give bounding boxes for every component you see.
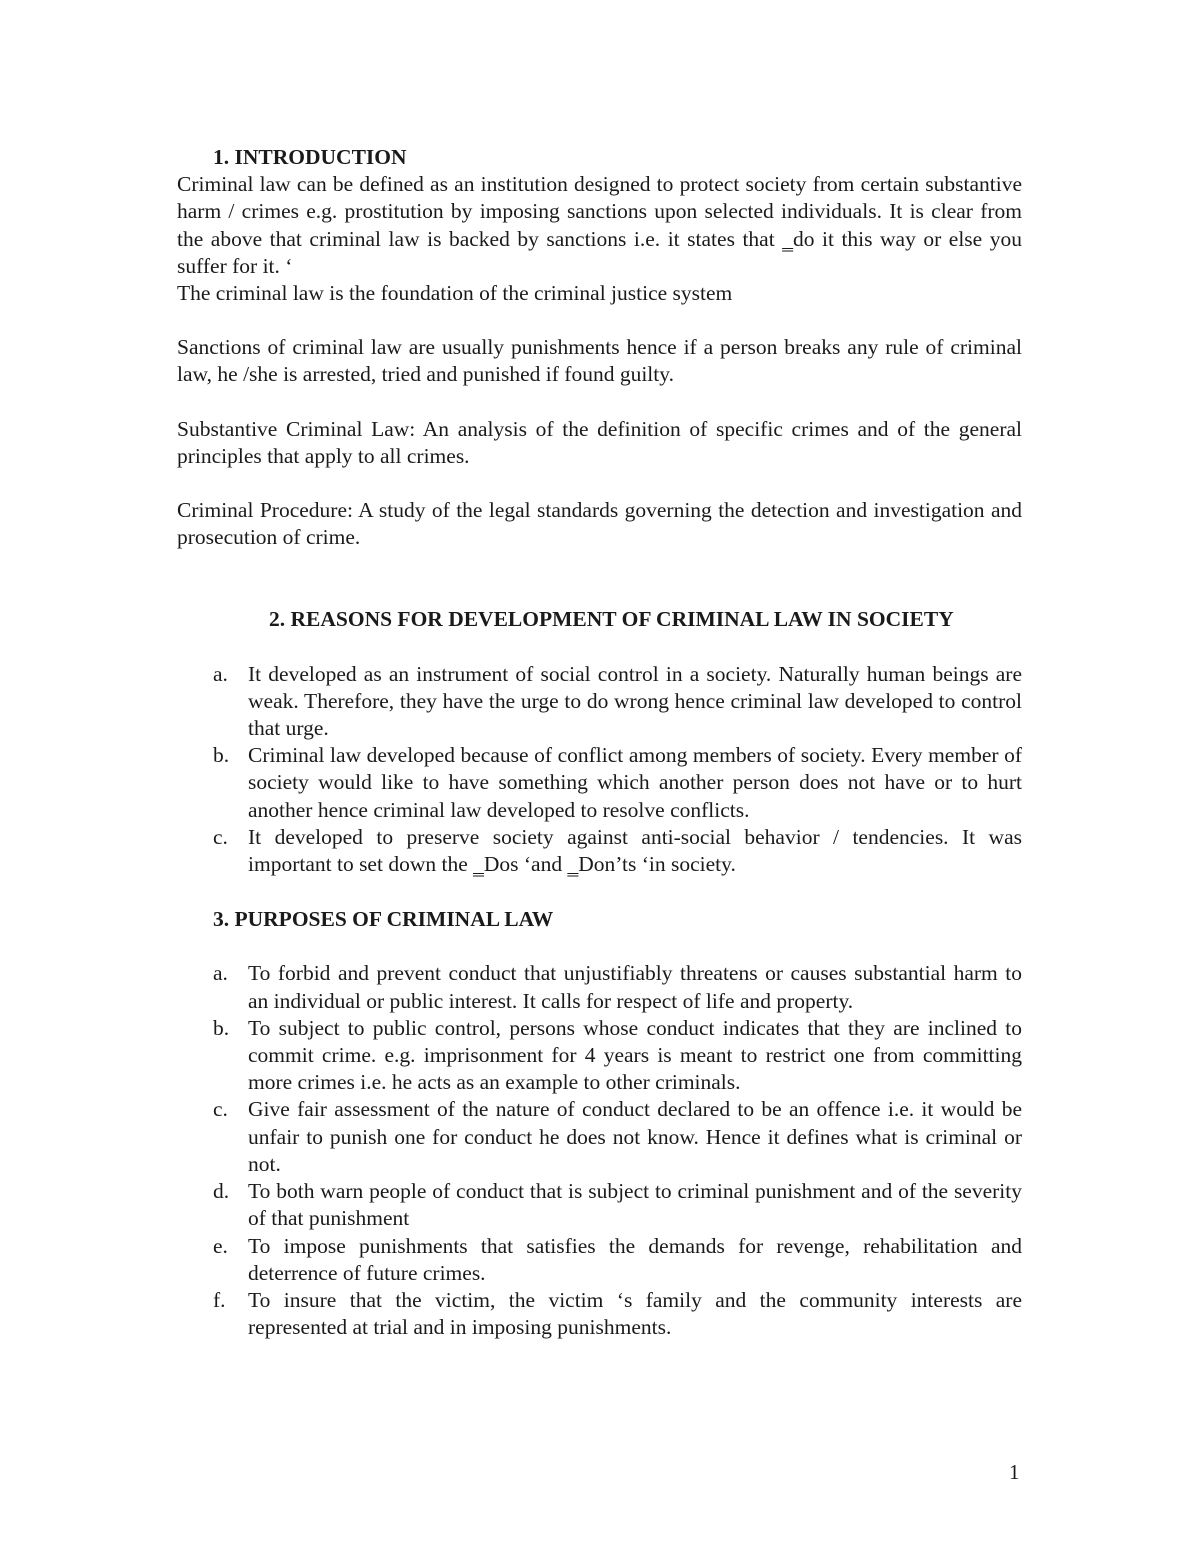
list-item bbox=[177, 1287, 1022, 1341]
page-number: 1 bbox=[1009, 1460, 1020, 1484]
list-item-text: To impose punishments that satisfies the demands for revenge, rehabilitation and deterrence of future crimes. bbox=[248, 1233, 1022, 1285]
intro-paragraph-procedure: Criminal Procedure: A study of the legal standards governing the detection and investigation and prosecution of crime. bbox=[177, 498, 1022, 550]
list-marker: c. bbox=[213, 1097, 228, 1122]
list-item-text: It developed as an instrument of social control in a society. Naturally human beings are weak. Therefore, they have the urge to do wrong hence criminal law developed to control that urge. bbox=[248, 661, 1022, 741]
section-2-heading: 2. REASONS FOR DEVELOPMENT OF CRIMINAL LAW IN SOCIETY bbox=[269, 607, 954, 632]
list-item bbox=[177, 1015, 1022, 1097]
list-marker: f. bbox=[213, 1287, 226, 1312]
list-marker: c. bbox=[213, 824, 228, 849]
list-item-text: Give fair assessment of the nature of conduct declared to be an offence i.e. it would be unfair to punish one for conduct he does not know. Hence it defines what is criminal or not. bbox=[248, 1097, 1022, 1176]
list-item bbox=[177, 1178, 1022, 1232]
list-item-text: To forbid and prevent conduct that unjustifiably threatens or causes substantial harm to an individual or public interest. It calls for respect of life and property. bbox=[248, 961, 1022, 1013]
list-item bbox=[177, 1096, 1022, 1178]
intro-paragraph-sanctions: Sanctions of criminal law are usually punishments hence if a person breaks any rule of criminal law, he /she is arrested, tried and punished if found guilty. bbox=[177, 335, 1022, 387]
list-item-text: It developed to preserve society against anti-social behavior / tendencies. It was important to set down the ‗Dos ‘and ‗Don’ts ‘in society. bbox=[248, 824, 1022, 877]
list-marker: d. bbox=[213, 1179, 230, 1204]
list-item-text: To subject to public control, persons whose conduct indicates that they are inclined to commit crime. e.g. imprisonment for 4 years is meant to restrict one from committing more crimes i.e. he acts as an example to other criminals. bbox=[248, 1015, 1022, 1095]
list-item bbox=[177, 960, 1022, 1014]
list-item bbox=[177, 1233, 1022, 1287]
list-item-text: To insure that the victim, the victim ‘s family and the community interests are represented at trial and in imposing punishments. bbox=[248, 1287, 1022, 1340]
intro-paragraph-definition: Criminal law can be defined as an institution designed to protect society from certain substantive harm / crimes e.g. prostitution by imposing sanctions upon selected individuals. It is clear from the above that criminal law is backed by sanctions i.e. it states that ‗do it this way or else you suffer for it. ‘ bbox=[177, 172, 1022, 278]
section-3-heading: 3. PURPOSES OF CRIMINAL LAW bbox=[213, 907, 554, 932]
purposes-list bbox=[177, 960, 1022, 1341]
intro-paragraph-foundation: The criminal law is the foundation of the criminal justice system bbox=[177, 281, 733, 306]
list-item bbox=[177, 824, 1022, 878]
document-page bbox=[177, 144, 1022, 1341]
list-marker: e. bbox=[213, 1233, 228, 1258]
list-item bbox=[177, 742, 1022, 824]
intro-paragraph-substantive-law: Substantive Criminal Law: An analysis of the definition of specific crimes and of the general principles that apply to all crimes. bbox=[177, 416, 1022, 468]
list-marker: a. bbox=[213, 661, 228, 686]
list-item-text: To both warn people of conduct that is subject to criminal punishment and of the severity of that punishment bbox=[248, 1179, 1022, 1231]
list-marker: b. bbox=[213, 743, 230, 768]
list-marker: b. bbox=[213, 1015, 230, 1040]
reasons-list bbox=[177, 661, 1022, 879]
list-item-text: Criminal law developed because of conflict among members of society. Every member of society would like to have something which another person does not have or to hurt another hence criminal law developed to resolve conflicts. bbox=[248, 743, 1022, 822]
list-item bbox=[177, 661, 1022, 743]
section-1-heading: 1. INTRODUCTION bbox=[213, 145, 407, 169]
list-marker: a. bbox=[213, 961, 228, 986]
